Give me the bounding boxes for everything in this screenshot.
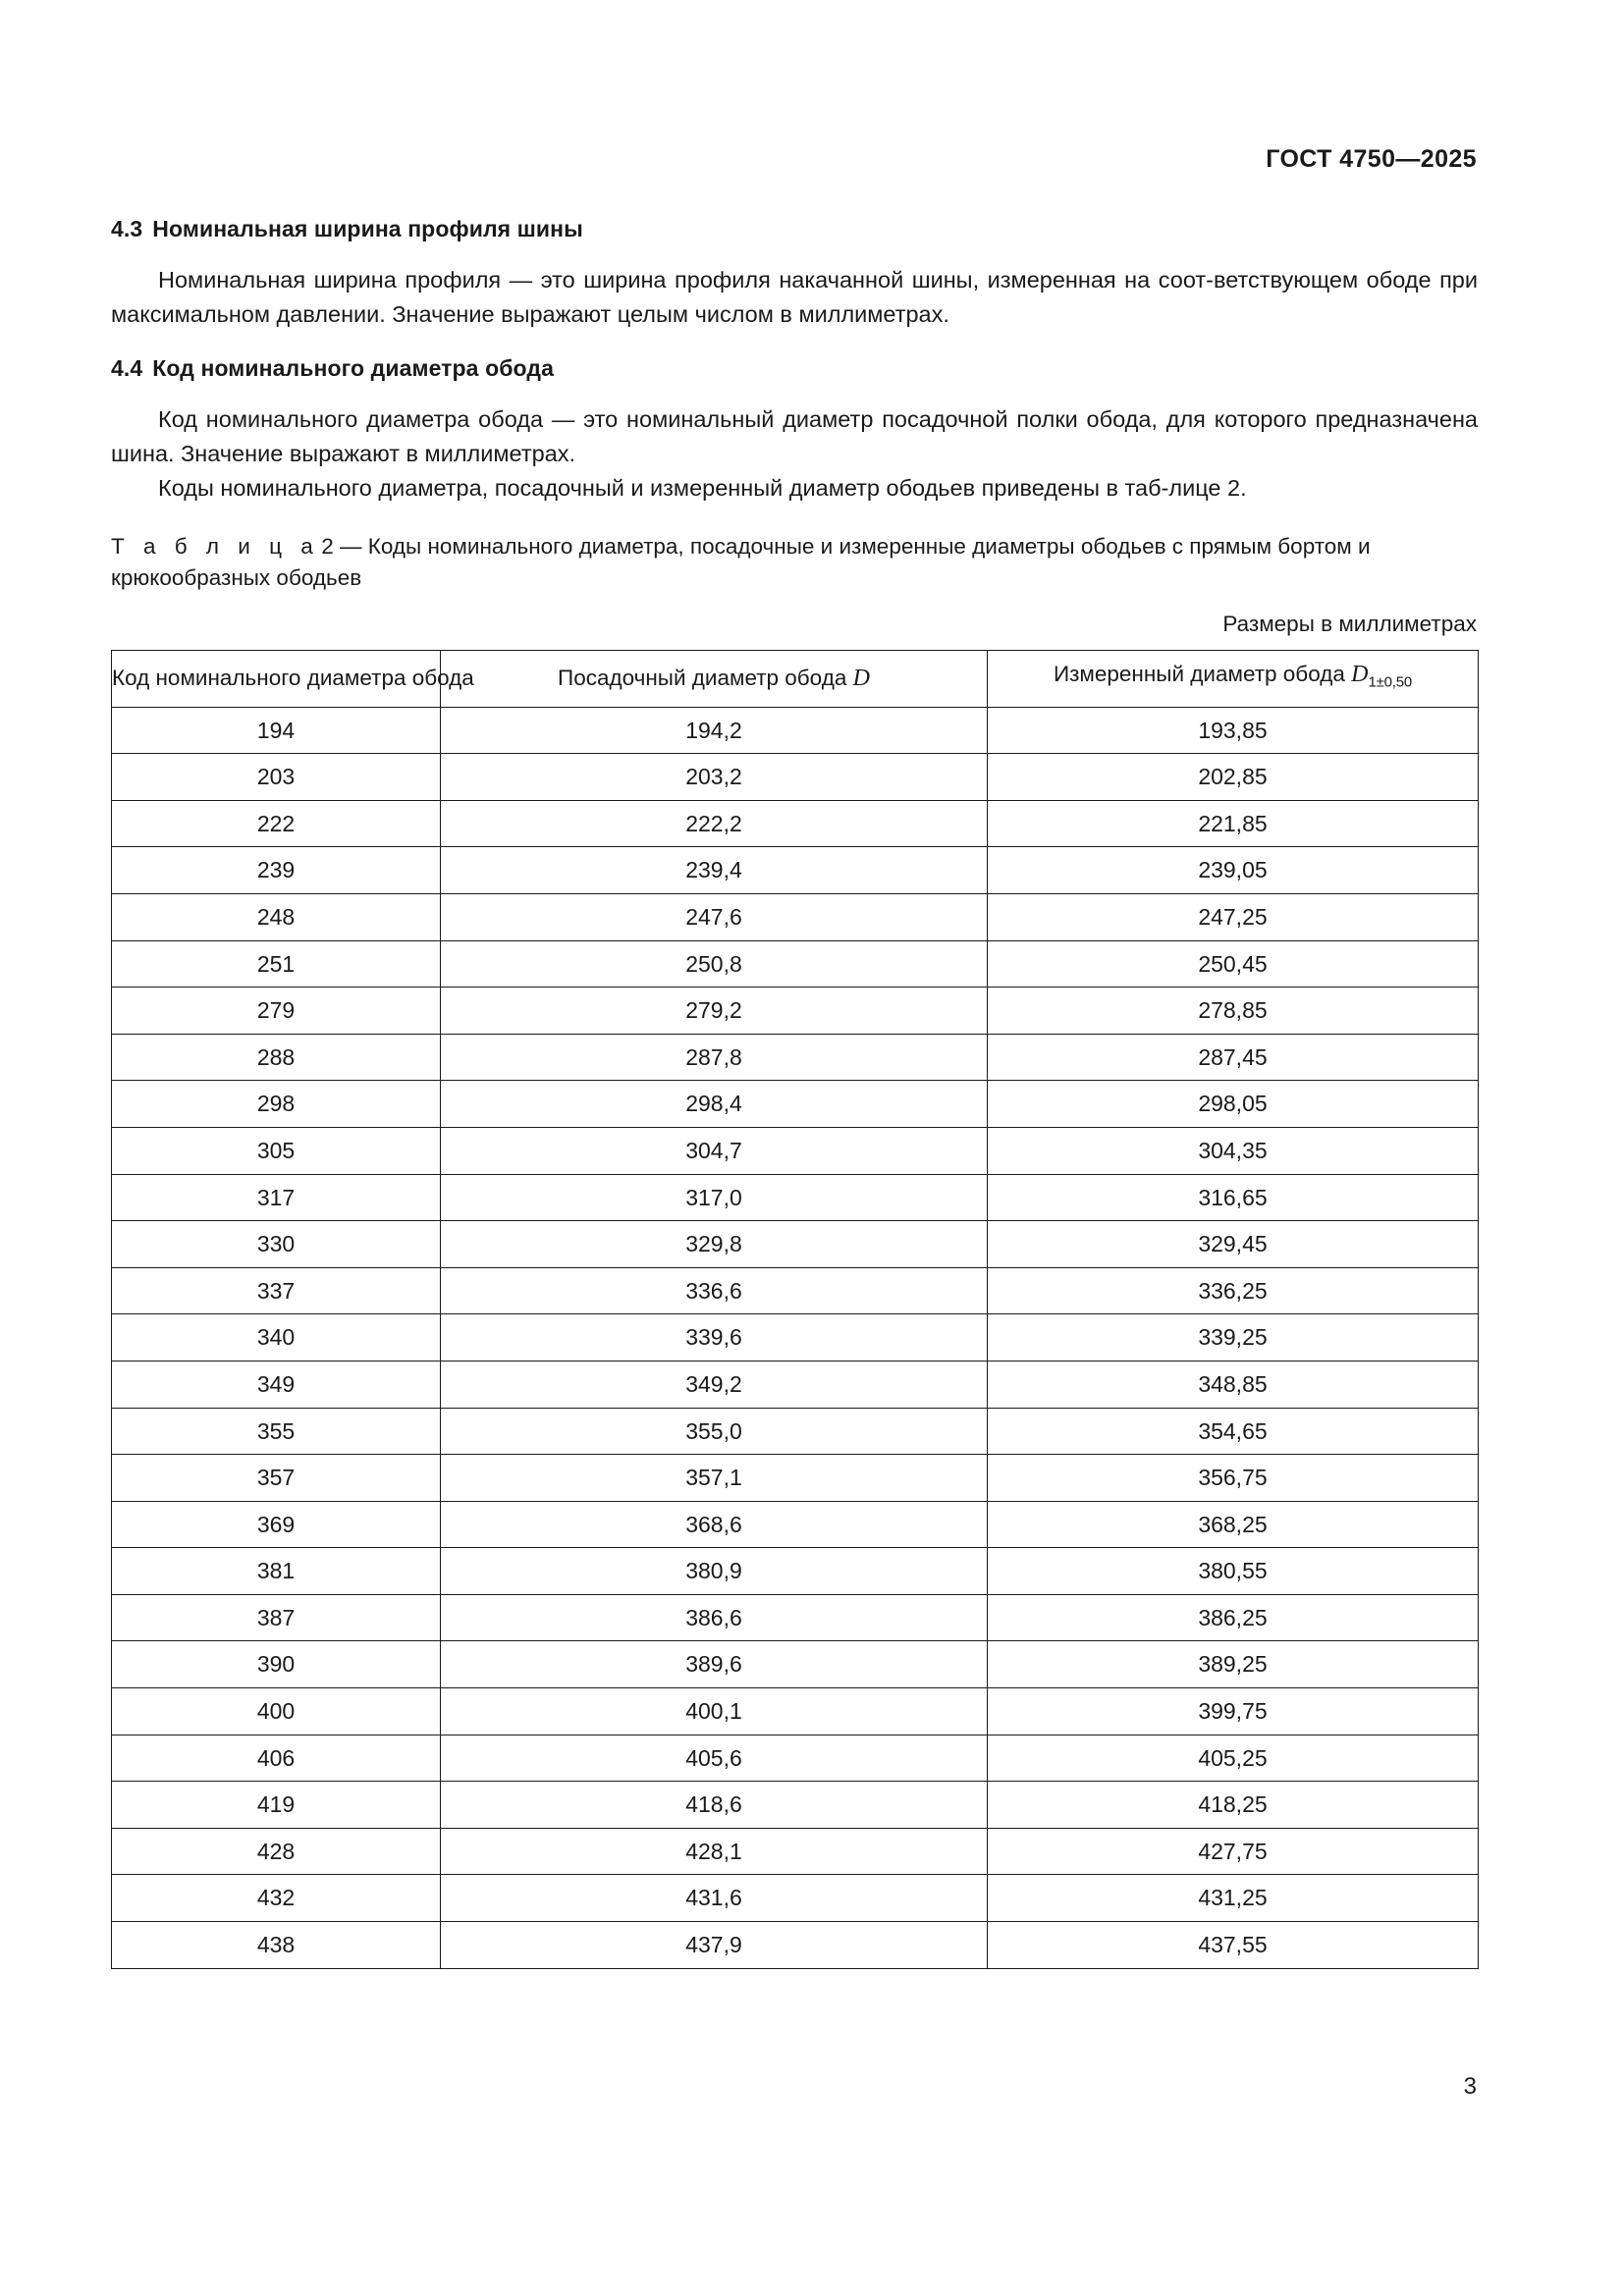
table-units-note: Размеры в миллиметрах <box>1222 612 1477 637</box>
table-row <box>112 1782 1479 1829</box>
clause-title: Номинальная ширина профиля шины <box>152 216 583 241</box>
cell-measured-diameter: 247,25 <box>988 893 1479 940</box>
table-caption-number: 2 <box>321 534 334 560</box>
cell-code: 203 <box>112 754 441 801</box>
table-header-row <box>112 651 1479 708</box>
cell-code: 248 <box>112 893 441 940</box>
cell-code: 288 <box>112 1034 441 1081</box>
cell-seating-diameter: 431,6 <box>441 1875 988 1922</box>
clause-4-4-paragraph-2: Коды номинального диаметра, посадочный и измеренный диаметр ободьев приведены в таб-лице 2. <box>158 475 1247 502</box>
cell-seating-diameter: 194,2 <box>441 707 988 754</box>
document-content <box>111 214 1478 1969</box>
symbol-subscript: 1±0,50 <box>1368 673 1413 691</box>
table-row <box>112 940 1479 988</box>
cell-measured-diameter: 437,55 <box>988 1922 1479 1969</box>
running-header-standard-number: ГОСТ 4750—2025 <box>1266 145 1477 173</box>
table-row <box>112 1081 1479 1128</box>
cell-seating-diameter: 203,2 <box>441 754 988 801</box>
cell-code: 239 <box>112 847 441 894</box>
cell-code: 387 <box>112 1594 441 1641</box>
clause-4-4-paragraph-1: Код номинального диаметра обода — это номинальный диаметр посадочной полки обода, для которого предназначена шина. Значение выражают в миллиметрах. <box>111 406 1478 467</box>
cell-code: 251 <box>112 940 441 988</box>
table-row <box>112 1455 1479 1502</box>
table-caption-text: Коды номинального диаметра, посадочные и измеренные диаметры ободьев с прямым бортом и крюкообразных ободьев <box>111 534 1371 591</box>
table-row <box>112 1221 1479 1268</box>
symbol-d: D <box>1351 662 1369 688</box>
cell-seating-diameter: 247,6 <box>441 893 988 940</box>
cell-code: 298 <box>112 1081 441 1128</box>
table-row <box>112 707 1479 754</box>
clause-4-3-paragraph-1: Номинальная ширина профиля — это ширина профиля накачанной шины, измеренная на соот-ветствующем ободе при максимальном давлении. Значение выражают целым числом в миллиметрах. <box>111 267 1478 328</box>
cell-measured-diameter: 354,65 <box>988 1408 1479 1455</box>
cell-measured-diameter: 193,85 <box>988 707 1479 754</box>
cell-measured-diameter: 368,25 <box>988 1501 1479 1548</box>
cell-code: 438 <box>112 1922 441 1969</box>
clause-title: Код номинального диаметра обода <box>152 355 554 382</box>
cell-code: 222 <box>112 800 441 847</box>
column-header-seating-diameter: Посадочный диаметр обода D <box>441 651 988 708</box>
cell-measured-diameter: 202,85 <box>988 754 1479 801</box>
cell-seating-diameter: 437,9 <box>441 1922 988 1969</box>
table-row <box>112 1501 1479 1548</box>
table-row <box>112 1408 1479 1455</box>
cell-code: 194 <box>112 707 441 754</box>
column-header-code: Код номинального диаметра обода <box>112 651 441 708</box>
cell-measured-diameter: 427,75 <box>988 1828 1479 1875</box>
cell-seating-diameter: 298,4 <box>441 1081 988 1128</box>
cell-measured-diameter: 239,05 <box>988 847 1479 894</box>
table-row <box>112 847 1479 894</box>
cell-measured-diameter: 329,45 <box>988 1221 1479 1268</box>
cell-seating-diameter: 250,8 <box>441 940 988 988</box>
table-row <box>112 1688 1479 1735</box>
cell-code: 279 <box>112 988 441 1035</box>
cell-measured-diameter: 386,25 <box>988 1594 1479 1641</box>
cell-code: 432 <box>112 1875 441 1922</box>
cell-seating-diameter: 389,6 <box>441 1641 988 1688</box>
cell-seating-diameter: 368,6 <box>441 1501 988 1548</box>
symbol-d: D <box>852 666 870 692</box>
page-number: 3 <box>1463 2073 1477 2100</box>
cell-code: 428 <box>112 1828 441 1875</box>
cell-measured-diameter: 418,25 <box>988 1782 1479 1829</box>
cell-code: 390 <box>112 1641 441 1688</box>
table-row <box>112 1594 1479 1641</box>
cell-code: 349 <box>112 1361 441 1408</box>
clause-number: 4.3 <box>111 216 143 241</box>
cell-code: 406 <box>112 1735 441 1782</box>
cell-measured-diameter: 405,25 <box>988 1735 1479 1782</box>
cell-measured-diameter: 389,25 <box>988 1641 1479 1688</box>
cell-seating-diameter: 405,6 <box>441 1735 988 1782</box>
table-body <box>112 707 1479 1968</box>
cell-seating-diameter: 329,8 <box>441 1221 988 1268</box>
cell-seating-diameter: 386,6 <box>441 1594 988 1641</box>
table-row <box>112 754 1479 801</box>
cell-code: 381 <box>112 1548 441 1595</box>
table-2-caption <box>111 531 1478 594</box>
cell-seating-diameter: 287,8 <box>441 1034 988 1081</box>
table-caption-dash: — <box>340 534 362 560</box>
cell-measured-diameter: 287,45 <box>988 1034 1479 1081</box>
cell-seating-diameter: 317,0 <box>441 1174 988 1221</box>
cell-seating-diameter: 239,4 <box>441 847 988 894</box>
table-row <box>112 1127 1479 1174</box>
cell-code: 355 <box>112 1408 441 1455</box>
table-header <box>112 651 1479 708</box>
cell-seating-diameter: 400,1 <box>441 1688 988 1735</box>
cell-measured-diameter: 339,25 <box>988 1314 1479 1362</box>
table-row <box>112 1314 1479 1362</box>
cell-seating-diameter: 336,6 <box>441 1267 988 1314</box>
cell-code: 330 <box>112 1221 441 1268</box>
cell-code: 369 <box>112 1501 441 1548</box>
table-row <box>112 1922 1479 1969</box>
cell-code: 340 <box>112 1314 441 1362</box>
cell-code: 419 <box>112 1782 441 1829</box>
cell-measured-diameter: 278,85 <box>988 988 1479 1035</box>
cell-seating-diameter: 339,6 <box>441 1314 988 1362</box>
cell-seating-diameter: 355,0 <box>441 1408 988 1455</box>
cell-measured-diameter: 348,85 <box>988 1361 1479 1408</box>
cell-seating-diameter: 428,1 <box>441 1828 988 1875</box>
cell-measured-diameter: 298,05 <box>988 1081 1479 1128</box>
clause-heading-4-3 <box>111 214 1478 244</box>
cell-seating-diameter: 349,2 <box>441 1361 988 1408</box>
cell-seating-diameter: 357,1 <box>441 1455 988 1502</box>
cell-measured-diameter: 304,35 <box>988 1127 1479 1174</box>
table-caption-label: Т а б л и ц а <box>111 534 320 560</box>
cell-code: 337 <box>112 1267 441 1314</box>
cell-code: 400 <box>112 1688 441 1735</box>
cell-measured-diameter: 380,55 <box>988 1548 1479 1595</box>
cell-code: 317 <box>112 1174 441 1221</box>
table-row <box>112 1735 1479 1782</box>
table-row <box>112 1548 1479 1595</box>
table-row <box>112 1267 1479 1314</box>
table-row <box>112 1828 1479 1875</box>
table-row <box>112 988 1479 1035</box>
table-row <box>112 1034 1479 1081</box>
table-row <box>112 1174 1479 1221</box>
table-row <box>112 1641 1479 1688</box>
cell-measured-diameter: 399,75 <box>988 1688 1479 1735</box>
clause-number: 4.4 <box>111 355 143 382</box>
table-row <box>112 800 1479 847</box>
cell-seating-diameter: 418,6 <box>441 1782 988 1829</box>
table-row <box>112 1361 1479 1408</box>
cell-measured-diameter: 336,25 <box>988 1267 1479 1314</box>
cell-measured-diameter: 221,85 <box>988 800 1479 847</box>
cell-seating-diameter: 279,2 <box>441 988 988 1035</box>
table-row <box>112 893 1479 940</box>
column-header-measured-diameter: Измеренный диаметр обода $D_{1\pm 0,50}$ <box>988 651 1479 708</box>
cell-code: 357 <box>112 1455 441 1502</box>
cell-measured-diameter: 316,65 <box>988 1174 1479 1221</box>
table-row <box>112 1875 1479 1922</box>
cell-seating-diameter: 304,7 <box>441 1127 988 1174</box>
cell-measured-diameter: 356,75 <box>988 1455 1479 1502</box>
cell-seating-diameter: 222,2 <box>441 800 988 847</box>
cell-measured-diameter: 250,45 <box>988 940 1479 988</box>
clause-heading-4-4 <box>111 353 1478 384</box>
cell-seating-diameter: 380,9 <box>441 1548 988 1595</box>
table-rim-diameter-codes <box>111 650 1479 1969</box>
cell-measured-diameter: 431,25 <box>988 1875 1479 1922</box>
cell-code: 305 <box>112 1127 441 1174</box>
